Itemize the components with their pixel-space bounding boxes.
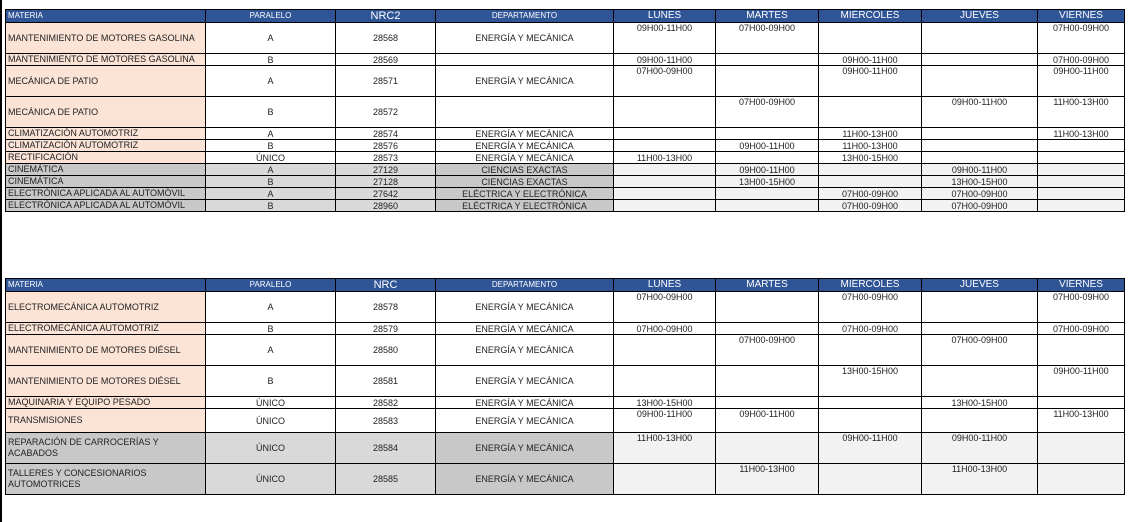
table-row xyxy=(6,66,1125,97)
cell-departamento: ENERGÍA Y MECÁNICA xyxy=(436,128,614,140)
table-row xyxy=(6,323,1125,335)
cell-martes: 09H00-11H00 xyxy=(716,409,819,433)
cell-miercoles xyxy=(819,176,922,188)
cell-viernes: 07H00-09H00 xyxy=(1038,23,1125,54)
cell-viernes xyxy=(1038,164,1125,176)
cell-lunes: 13H00-15H00 xyxy=(614,397,716,409)
cell-lunes xyxy=(614,335,716,366)
cell-paralelo: A xyxy=(206,335,336,366)
table-row xyxy=(6,409,1125,433)
cell-jueves: 07H00-09H00 xyxy=(922,335,1038,366)
cell-jueves: 07H00-09H00 xyxy=(922,200,1038,212)
cell-miercoles: 07H00-09H00 xyxy=(819,292,922,323)
cell-martes xyxy=(716,200,819,212)
cell-paralelo: ÚNICO xyxy=(206,433,336,464)
cell-departamento: CIENCIAS EXACTAS xyxy=(436,176,614,188)
cell-departamento: ENERGÍA Y MECÁNICA xyxy=(436,335,614,366)
column-header-lunes: LUNES xyxy=(614,10,716,23)
cell-paralelo: B xyxy=(206,54,336,66)
cell-viernes xyxy=(1038,140,1125,152)
cell-departamento: ENERGÍA Y MECÁNICA xyxy=(436,433,614,464)
cell-lunes: 07H00-09H00 xyxy=(614,292,716,323)
table-row xyxy=(6,188,1125,200)
cell-martes xyxy=(716,54,819,66)
cell-materia: ELECTROMECÁNICA AUTOMOTRIZ xyxy=(6,292,206,323)
table-row xyxy=(6,128,1125,140)
cell-nrc: 28574 xyxy=(336,128,436,140)
cell-materia: MAQUINARIA Y EQUIPO PESADO xyxy=(6,397,206,409)
cell-viernes xyxy=(1038,433,1125,464)
cell-materia: REPARACIÓN DE CARROCERÍAS Y ACABADOS xyxy=(6,433,206,464)
column-header-viernes: VIERNES xyxy=(1038,279,1125,292)
cell-materia: CINEMÁTICA xyxy=(6,164,206,176)
cell-viernes xyxy=(1038,335,1125,366)
cell-lunes: 11H00-13H00 xyxy=(614,152,716,164)
cell-paralelo: B xyxy=(206,97,336,128)
cell-nrc: 28583 xyxy=(336,409,436,433)
cell-lunes xyxy=(614,200,716,212)
cell-departamento xyxy=(436,97,614,128)
cell-miercoles xyxy=(819,464,922,495)
column-header-lunes: LUNES xyxy=(614,279,716,292)
column-header-jueves: JUEVES xyxy=(922,279,1038,292)
cell-nrc: 28578 xyxy=(336,292,436,323)
cell-martes: 07H00-09H00 xyxy=(716,335,819,366)
table-row xyxy=(6,464,1125,495)
column-header-paralelo: PARALELO xyxy=(206,10,336,23)
column-header-departamento: DEPARTAMENTO xyxy=(436,279,614,292)
cell-paralelo: B xyxy=(206,323,336,335)
cell-jueves: 11H00-13H00 xyxy=(922,464,1038,495)
column-header-martes: MARTES xyxy=(716,279,819,292)
cell-viernes xyxy=(1038,397,1125,409)
cell-miercoles: 07H00-09H00 xyxy=(819,188,922,200)
cell-materia: CLIMATIZACIÓN AUTOMOTRIZ xyxy=(6,128,206,140)
cell-miercoles: 13H00-15H00 xyxy=(819,366,922,397)
cell-materia: CLIMATIZACIÓN AUTOMOTRIZ xyxy=(6,140,206,152)
cell-miercoles: 07H00-09H00 xyxy=(819,323,922,335)
cell-departamento: ENERGÍA Y MECÁNICA xyxy=(436,66,614,97)
cell-jueves xyxy=(922,23,1038,54)
cell-materia: MANTENIMIENTO DE MOTORES DIÉSEL xyxy=(6,366,206,397)
cell-nrc: 28584 xyxy=(336,433,436,464)
cell-viernes xyxy=(1038,200,1125,212)
cell-materia: MANTENIMIENTO DE MOTORES GASOLINA xyxy=(6,54,206,66)
cell-martes: 09H00-11H00 xyxy=(716,140,819,152)
cell-departamento: ENERGÍA Y MECÁNICA xyxy=(436,23,614,54)
cell-nrc: 28569 xyxy=(336,54,436,66)
cell-departamento: CIENCIAS EXACTAS xyxy=(436,164,614,176)
cell-nrc: 28572 xyxy=(336,97,436,128)
cell-paralelo: A xyxy=(206,23,336,54)
cell-jueves xyxy=(922,140,1038,152)
cell-jueves: 13H00-15H00 xyxy=(922,176,1038,188)
cell-departamento: ENERGÍA Y MECÁNICA xyxy=(436,323,614,335)
cell-paralelo: A xyxy=(206,292,336,323)
cell-jueves xyxy=(922,323,1038,335)
cell-nrc: 28585 xyxy=(336,464,436,495)
cell-lunes xyxy=(614,97,716,128)
cell-viernes: 11H00-13H00 xyxy=(1038,97,1125,128)
cell-materia: ELECTRÓNICA APLICADA AL AUTOMÓVIL xyxy=(6,200,206,212)
cell-materia: TRANSMISIONES xyxy=(6,409,206,433)
cell-jueves: 09H00-11H00 xyxy=(922,433,1038,464)
cell-lunes xyxy=(614,128,716,140)
table-row xyxy=(6,152,1125,164)
cell-lunes: 07H00-09H00 xyxy=(614,323,716,335)
cell-jueves xyxy=(922,152,1038,164)
cell-viernes xyxy=(1038,152,1125,164)
table-row xyxy=(6,397,1125,409)
cell-materia: MANTENIMIENTO DE MOTORES DIÉSEL xyxy=(6,335,206,366)
cell-martes xyxy=(716,433,819,464)
cell-paralelo: ÚNICO xyxy=(206,464,336,495)
cell-nrc: 28573 xyxy=(336,152,436,164)
cell-jueves xyxy=(922,54,1038,66)
cell-miercoles xyxy=(819,397,922,409)
cell-departamento: ENERGÍA Y MECÁNICA xyxy=(436,409,614,433)
cell-viernes: 09H00-11H00 xyxy=(1038,66,1125,97)
cell-lunes: 11H00-13H00 xyxy=(614,433,716,464)
header-row xyxy=(6,279,1125,292)
cell-nrc: 28568 xyxy=(336,23,436,54)
cell-martes: 07H00-09H00 xyxy=(716,23,819,54)
cell-departamento: ELÉCTRICA Y ELECTRÓNICA xyxy=(436,188,614,200)
cell-nrc: 28582 xyxy=(336,397,436,409)
cell-materia: MANTENIMIENTO DE MOTORES GASOLINA xyxy=(6,23,206,54)
cell-jueves xyxy=(922,128,1038,140)
left-border-line xyxy=(0,0,2,522)
table-row xyxy=(6,54,1125,66)
cell-paralelo: A xyxy=(206,164,336,176)
cell-miercoles xyxy=(819,409,922,433)
table-row xyxy=(6,140,1125,152)
cell-miercoles: 07H00-09H00 xyxy=(819,200,922,212)
schedule-table-2 xyxy=(5,278,1125,495)
cell-materia: MECÁNICA DE PATIO xyxy=(6,97,206,128)
header-row xyxy=(6,10,1125,23)
table-row xyxy=(6,23,1125,54)
cell-miercoles: 11H00-13H00 xyxy=(819,140,922,152)
cell-paralelo: A xyxy=(206,188,336,200)
column-header-paralelo: PARALELO xyxy=(206,279,336,292)
cell-miercoles: 09H00-11H00 xyxy=(819,54,922,66)
cell-miercoles xyxy=(819,23,922,54)
column-header-miercoles: MIÉRCOLES xyxy=(819,279,922,292)
cell-materia: ELECTROMECÁNICA AUTOMOTRIZ xyxy=(6,323,206,335)
cell-nrc: 28571 xyxy=(336,66,436,97)
cell-lunes: 09H00-11H00 xyxy=(614,409,716,433)
cell-viernes: 11H00-13H00 xyxy=(1038,128,1125,140)
table-row xyxy=(6,335,1125,366)
cell-departamento: ENERGÍA Y MECÁNICA xyxy=(436,292,614,323)
cell-jueves xyxy=(922,409,1038,433)
table-row xyxy=(6,164,1125,176)
cell-departamento: ENERGÍA Y MECÁNICA xyxy=(436,152,614,164)
cell-materia: TALLERES Y CONCESIONARIOS AUTOMOTRICES xyxy=(6,464,206,495)
cell-lunes xyxy=(614,140,716,152)
cell-departamento: ENERGÍA Y MECÁNICA xyxy=(436,464,614,495)
cell-paralelo: B xyxy=(206,140,336,152)
cell-martes xyxy=(716,152,819,164)
column-header-miercoles: MIÉRCOLES xyxy=(819,10,922,23)
cell-lunes xyxy=(614,176,716,188)
cell-viernes: 11H00-13H00 xyxy=(1038,409,1125,433)
cell-viernes xyxy=(1038,176,1125,188)
cell-miercoles xyxy=(819,97,922,128)
table-row xyxy=(6,433,1125,464)
cell-nrc: 27129 xyxy=(336,164,436,176)
cell-martes: 09H00-11H00 xyxy=(716,164,819,176)
cell-miercoles xyxy=(819,335,922,366)
column-header-martes: MARTES xyxy=(716,10,819,23)
cell-miercoles: 09H00-11H00 xyxy=(819,66,922,97)
column-header-jueves: JUEVES xyxy=(922,10,1038,23)
cell-lunes: 09H00-11H00 xyxy=(614,54,716,66)
cell-viernes: 07H00-09H00 xyxy=(1038,323,1125,335)
cell-jueves xyxy=(922,66,1038,97)
cell-nrc: 28960 xyxy=(336,200,436,212)
cell-departamento: ENERGÍA Y MECÁNICA xyxy=(436,140,614,152)
column-header-departamento: DEPARTAMENTO xyxy=(436,10,614,23)
cell-miercoles xyxy=(819,164,922,176)
cell-materia: RECTIFICACIÓN xyxy=(6,152,206,164)
cell-miercoles: 13H00-15H00 xyxy=(819,152,922,164)
cell-paralelo: ÚNICO xyxy=(206,397,336,409)
cell-viernes: 07H00-09H00 xyxy=(1038,54,1125,66)
cell-jueves: 07H00-09H00 xyxy=(922,188,1038,200)
cell-nrc: 28580 xyxy=(336,335,436,366)
cell-lunes xyxy=(614,188,716,200)
column-header-nrc: NRC2 xyxy=(336,10,436,23)
column-header-materia: MATERIA xyxy=(6,10,206,23)
cell-jueves xyxy=(922,366,1038,397)
cell-lunes: 09H00-11H00 xyxy=(614,23,716,54)
cell-lunes xyxy=(614,164,716,176)
table-row xyxy=(6,366,1125,397)
table-row xyxy=(6,292,1125,323)
cell-paralelo: ÚNICO xyxy=(206,152,336,164)
cell-martes xyxy=(716,66,819,97)
cell-martes xyxy=(716,323,819,335)
cell-departamento xyxy=(436,54,614,66)
cell-martes xyxy=(716,397,819,409)
cell-departamento: ENERGÍA Y MECÁNICA xyxy=(436,366,614,397)
table-row xyxy=(6,176,1125,188)
cell-jueves: 09H00-11H00 xyxy=(922,97,1038,128)
cell-paralelo: B xyxy=(206,366,336,397)
cell-nrc: 28576 xyxy=(336,140,436,152)
cell-martes: 11H00-13H00 xyxy=(716,464,819,495)
cell-martes xyxy=(716,188,819,200)
cell-nrc: 28581 xyxy=(336,366,436,397)
cell-departamento: ELÉCTRICA Y ELECTRÓNICA xyxy=(436,200,614,212)
cell-materia: MECÁNICA DE PATIO xyxy=(6,66,206,97)
cell-paralelo: ÚNICO xyxy=(206,409,336,433)
column-header-viernes: VIERNES xyxy=(1038,10,1125,23)
cell-lunes xyxy=(614,464,716,495)
cell-miercoles: 09H00-11H00 xyxy=(819,433,922,464)
table-row xyxy=(6,97,1125,128)
schedule-table-1 xyxy=(5,9,1125,212)
cell-martes xyxy=(716,128,819,140)
cell-viernes xyxy=(1038,188,1125,200)
cell-jueves: 09H00-11H00 xyxy=(922,164,1038,176)
cell-lunes: 07H00-09H00 xyxy=(614,66,716,97)
cell-departamento: ENERGÍA Y MECÁNICA xyxy=(436,397,614,409)
column-header-nrc: NRC xyxy=(336,279,436,292)
cell-viernes: 07H00-09H00 xyxy=(1038,292,1125,323)
cell-martes xyxy=(716,292,819,323)
cell-paralelo: B xyxy=(206,200,336,212)
cell-viernes xyxy=(1038,464,1125,495)
cell-martes: 13H00-15H00 xyxy=(716,176,819,188)
cell-nrc: 27642 xyxy=(336,188,436,200)
cell-lunes xyxy=(614,366,716,397)
cell-jueves xyxy=(922,292,1038,323)
table-row xyxy=(6,200,1125,212)
cell-materia: ELECTRÓNICA APLICADA AL AUTOMÓVIL xyxy=(6,188,206,200)
cell-jueves: 13H00-15H00 xyxy=(922,397,1038,409)
cell-martes: 07H00-09H00 xyxy=(716,97,819,128)
cell-nrc: 27128 xyxy=(336,176,436,188)
cell-nrc: 28579 xyxy=(336,323,436,335)
cell-martes xyxy=(716,366,819,397)
cell-viernes: 09H00-11H00 xyxy=(1038,366,1125,397)
cell-paralelo: A xyxy=(206,66,336,97)
cell-miercoles: 11H00-13H00 xyxy=(819,128,922,140)
cell-paralelo: B xyxy=(206,176,336,188)
cell-materia: CINEMÁTICA xyxy=(6,176,206,188)
column-header-materia: MATERIA xyxy=(6,279,206,292)
cell-paralelo: A xyxy=(206,128,336,140)
